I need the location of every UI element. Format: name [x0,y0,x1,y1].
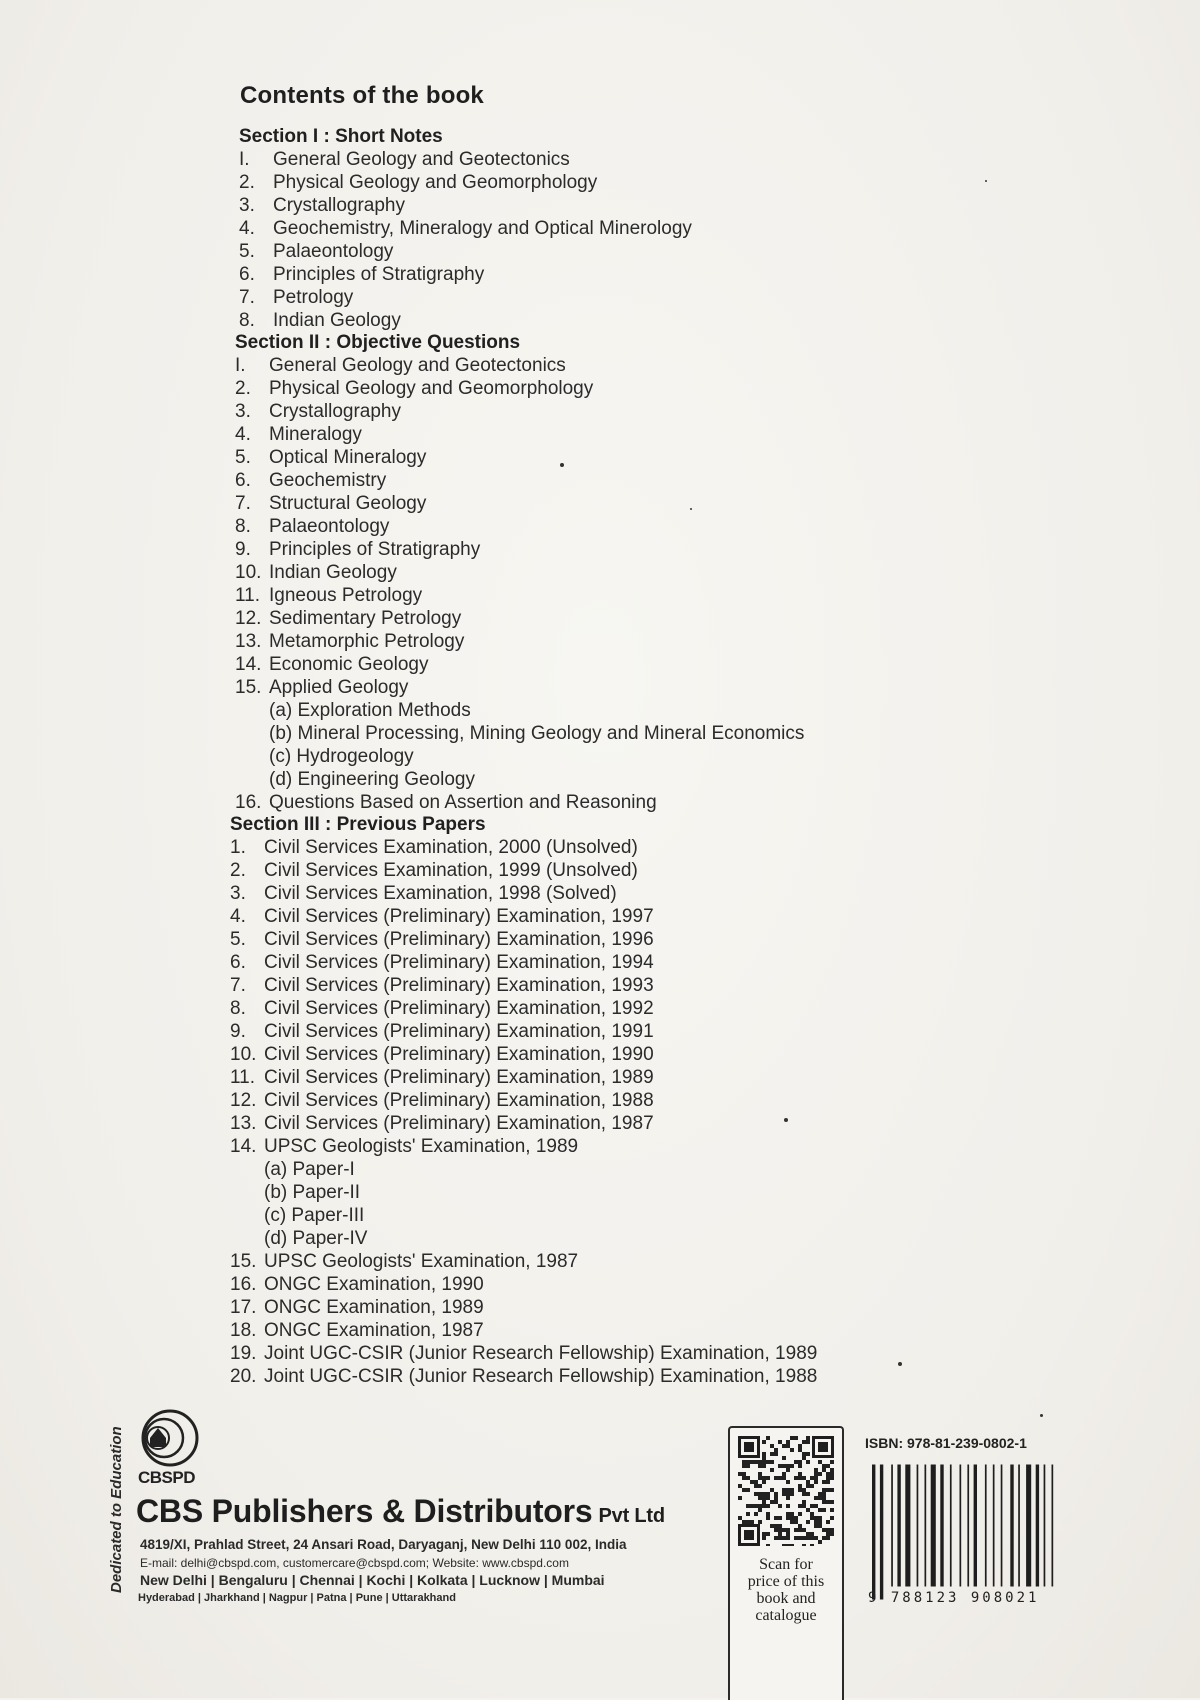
toc-subitem [230,1227,990,1250]
item-number: 3. [239,195,255,216]
toc-item [235,423,990,446]
item-number: 9. [235,539,251,560]
item-number: 5. [239,241,255,262]
item-text: Optical Mineralogy [269,447,427,468]
publisher-suffix: Pvt Ltd [598,1505,665,1527]
item-text: Crystallography [273,195,405,216]
toc-item [235,676,990,699]
qr-caption-line: catalogue [755,1607,817,1624]
item-text: Mineralogy [269,424,362,445]
item-text: UPSC Geologists' Examination, 1989 [264,1136,579,1157]
item-text: Sedimentary Petrology [269,608,462,629]
item-number: 6. [235,470,251,491]
publisher-address: 4819/XI, Prahlad Street, 24 Ansari Road, Daryaganj, New Delhi 110 002, India [140,1537,627,1552]
item-text: Joint UGC-CSIR (Junior Research Fellowship) Examination, 1989 [264,1343,818,1364]
toc-item [230,997,990,1020]
item-number: 6. [230,952,246,973]
toc-item [235,377,990,400]
item-number: 2. [239,172,255,193]
toc-item [230,1273,990,1296]
item-text: ONGC Examination, 1989 [264,1297,484,1318]
toc-item [230,882,990,905]
toc-subitem [230,1204,990,1227]
item-text: Metamorphic Petrology [269,631,465,652]
toc-item [230,1112,990,1135]
item-text: (d) Paper-IV [264,1228,368,1249]
dust-speck [560,463,564,467]
item-text: Civil Services (Preliminary) Examination, 1997 [264,906,654,927]
toc-subitem [235,699,990,722]
item-number: 5. [235,447,251,468]
toc-item [230,1296,990,1319]
section-title: Section II : Objective Questions [235,332,521,353]
toc-item [230,1319,990,1342]
item-text: Petrology [273,287,354,308]
item-number: 7. [235,493,251,514]
item-number: 3. [235,401,251,422]
qr-caption-line: book and [756,1590,816,1607]
item-text: Physical Geology and Geomorphology [269,378,594,399]
item-text: General Geology and Geotectonics [269,355,566,376]
item-number: 4. [235,424,251,445]
item-number: I. [239,149,250,170]
item-text: Civil Services (Preliminary) Examination, 1996 [264,929,654,950]
item-number: I. [235,355,246,376]
item-number: 20. [230,1366,257,1387]
item-text: Civil Services (Preliminary) Examination, 1989 [264,1067,654,1088]
item-text: Joint UGC-CSIR (Junior Research Fellowship) Examination, 1988 [264,1366,818,1387]
item-text: Applied Geology [269,677,409,698]
item-text: ONGC Examination, 1987 [264,1320,484,1341]
item-number: 7. [230,975,246,996]
item-text: Igneous Petrology [269,585,423,606]
publisher-tagline: Dedicated to Education [108,1426,125,1593]
item-number: 3. [230,883,246,904]
toc-section [230,814,990,1388]
item-number: 1. [230,837,246,858]
dust-speck [690,508,692,510]
toc-item [235,354,990,377]
toc-item [230,1135,990,1158]
toc-item [235,515,990,538]
item-text: Civil Services (Preliminary) Examination, 1991 [264,1021,654,1042]
table-of-contents [230,72,990,1388]
toc-item [230,1089,990,1112]
toc-subitem [230,1158,990,1181]
toc-item [235,561,990,584]
item-number: 4. [239,218,255,239]
item-number: 18. [230,1320,257,1341]
item-number: 11. [230,1067,256,1088]
publisher-name-line [136,1493,665,1530]
item-text: Indian Geology [269,562,397,583]
item-number: 9. [230,1021,246,1042]
item-text: Indian Geology [273,310,401,331]
toc-item [230,1365,990,1388]
item-number: 15. [235,677,262,698]
item-text: Palaeontology [273,241,394,262]
qr-code-icon [738,1436,834,1546]
item-number: 12. [235,608,262,629]
item-text: Structural Geology [269,493,427,514]
toc-item [235,653,990,676]
toc-item [239,309,990,332]
toc-section [239,126,990,332]
toc-item [239,286,990,309]
item-number: 10. [235,562,262,583]
toc-item [235,538,990,561]
item-text: (d) Engineering Geology [269,769,475,790]
item-text: Physical Geology and Geomorphology [273,172,598,193]
item-text: ONGC Examination, 1990 [264,1274,484,1295]
item-text: UPSC Geologists' Examination, 1987 [264,1251,579,1272]
item-number: 7. [239,287,255,308]
item-text: Principles of Stratigraphy [269,539,481,560]
item-text: Palaeontology [269,516,390,537]
publisher-contact: E-mail: delhi@cbspd.com, customercare@cbspd.com; Website: www.cbspd.com [140,1556,569,1570]
barcode-icon [868,1456,1058,1608]
qr-code-panel [728,1426,844,1700]
item-text: Civil Services (Preliminary) Examination, 1993 [264,975,654,996]
item-text: Questions Based on Assertion and Reasoning [269,792,657,813]
item-text: (a) Exploration Methods [269,700,471,721]
toc-item [230,951,990,974]
toc-subitem [230,1181,990,1204]
toc-subitem [235,745,990,768]
toc-item [235,607,990,630]
publisher-cities-other: Hyderabad | Jharkhand | Nagpur | Patna | Pune | Uttarakhand [138,1592,456,1604]
qr-caption-line: price of this [747,1573,825,1590]
toc-item [230,1342,990,1365]
toc-item [230,905,990,928]
toc-item [230,1020,990,1043]
item-number: 6. [239,264,255,285]
item-text: Civil Services (Preliminary) Examination, 1987 [264,1113,654,1134]
item-number: 17. [230,1297,257,1318]
item-number: 8. [235,516,251,537]
section-title: Section I : Short Notes [239,126,443,147]
toc-item [239,217,990,240]
item-number: 2. [230,860,246,881]
item-number: 12. [230,1090,257,1111]
toc-item [239,263,990,286]
isbn-label: ISBN: 978-81-239-0802-1 [865,1435,1027,1451]
item-text: Crystallography [269,401,401,422]
sections-container [230,126,990,1388]
dust-speck [1040,1414,1043,1417]
toc-item [235,584,990,607]
contents-heading: Contents of the book [240,82,484,109]
logo-label: CBSPD [138,1468,196,1487]
toc-item [239,194,990,217]
toc-item [230,928,990,951]
item-number: 16. [230,1274,257,1295]
item-text: Principles of Stratigraphy [273,264,485,285]
toc-item [235,630,990,653]
toc-subitem [235,722,990,745]
toc-item [230,1066,990,1089]
toc-item [239,171,990,194]
item-text: Civil Services (Preliminary) Examination, 1994 [264,952,654,973]
item-number: 8. [239,310,255,331]
item-text: Civil Services Examination, 1998 (Solved) [264,883,617,904]
publisher-logo-icon [136,1408,200,1468]
section-title: Section III : Previous Papers [230,814,486,835]
item-number: 5. [230,929,246,950]
item-number: 16. [235,792,262,813]
item-number: 13. [235,631,262,652]
item-number: 14. [235,654,262,675]
toc-item [235,446,990,469]
toc-item [235,400,990,423]
toc-item [230,1043,990,1066]
item-text: Economic Geology [269,654,429,675]
item-text: Civil Services (Preliminary) Examination, 1990 [264,1044,654,1065]
toc-item [239,240,990,263]
item-number: 4. [230,906,246,927]
item-text: (c) Hydrogeology [269,746,414,767]
toc-item [235,791,990,814]
item-number: 13. [230,1113,257,1134]
toc-item [235,492,990,515]
item-text: (a) Paper-I [264,1159,355,1180]
item-number: 8. [230,998,246,1019]
item-text: Geochemistry, Mineralogy and Optical Minerology [273,218,692,239]
item-number: 14. [230,1136,257,1157]
publisher-cities-main: New Delhi | Bengaluru | Chennai | Kochi | Kolkata | Lucknow | Mumbai [140,1572,605,1588]
item-text: Civil Services Examination, 2000 (Unsolved) [264,837,638,858]
item-number: 2. [235,378,251,399]
item-text: (b) Paper-II [264,1182,361,1203]
qr-caption [730,1556,842,1624]
dust-speck [784,1118,788,1122]
toc-item [230,859,990,882]
item-text: Civil Services (Preliminary) Examination, 1992 [264,998,654,1019]
item-text: Civil Services (Preliminary) Examination, 1988 [264,1090,654,1111]
barcode-digits: 9 788123 908021 [868,1590,1040,1606]
toc-item [230,1250,990,1273]
item-text: Geochemistry [269,470,387,491]
dust-speck [898,1362,902,1366]
dust-speck [985,180,987,182]
toc-subitem [235,768,990,791]
toc-section [235,332,990,814]
toc-item [230,974,990,997]
toc-item [230,836,990,859]
qr-caption-line: Scan for [759,1556,813,1573]
item-text: (c) Paper-III [264,1205,365,1226]
item-text: (b) Mineral Processing, Mining Geology and Mineral Economics [269,723,805,744]
item-number: 11. [235,585,261,606]
item-number: 15. [230,1251,257,1272]
toc-item [235,469,990,492]
item-text: Civil Services Examination, 1999 (Unsolved) [264,860,638,881]
publisher-name: CBS Publishers & Distributors [136,1493,593,1529]
item-text: General Geology and Geotectonics [273,149,570,170]
item-number: 10. [230,1044,257,1065]
item-number: 19. [230,1343,257,1364]
toc-item [239,148,990,171]
